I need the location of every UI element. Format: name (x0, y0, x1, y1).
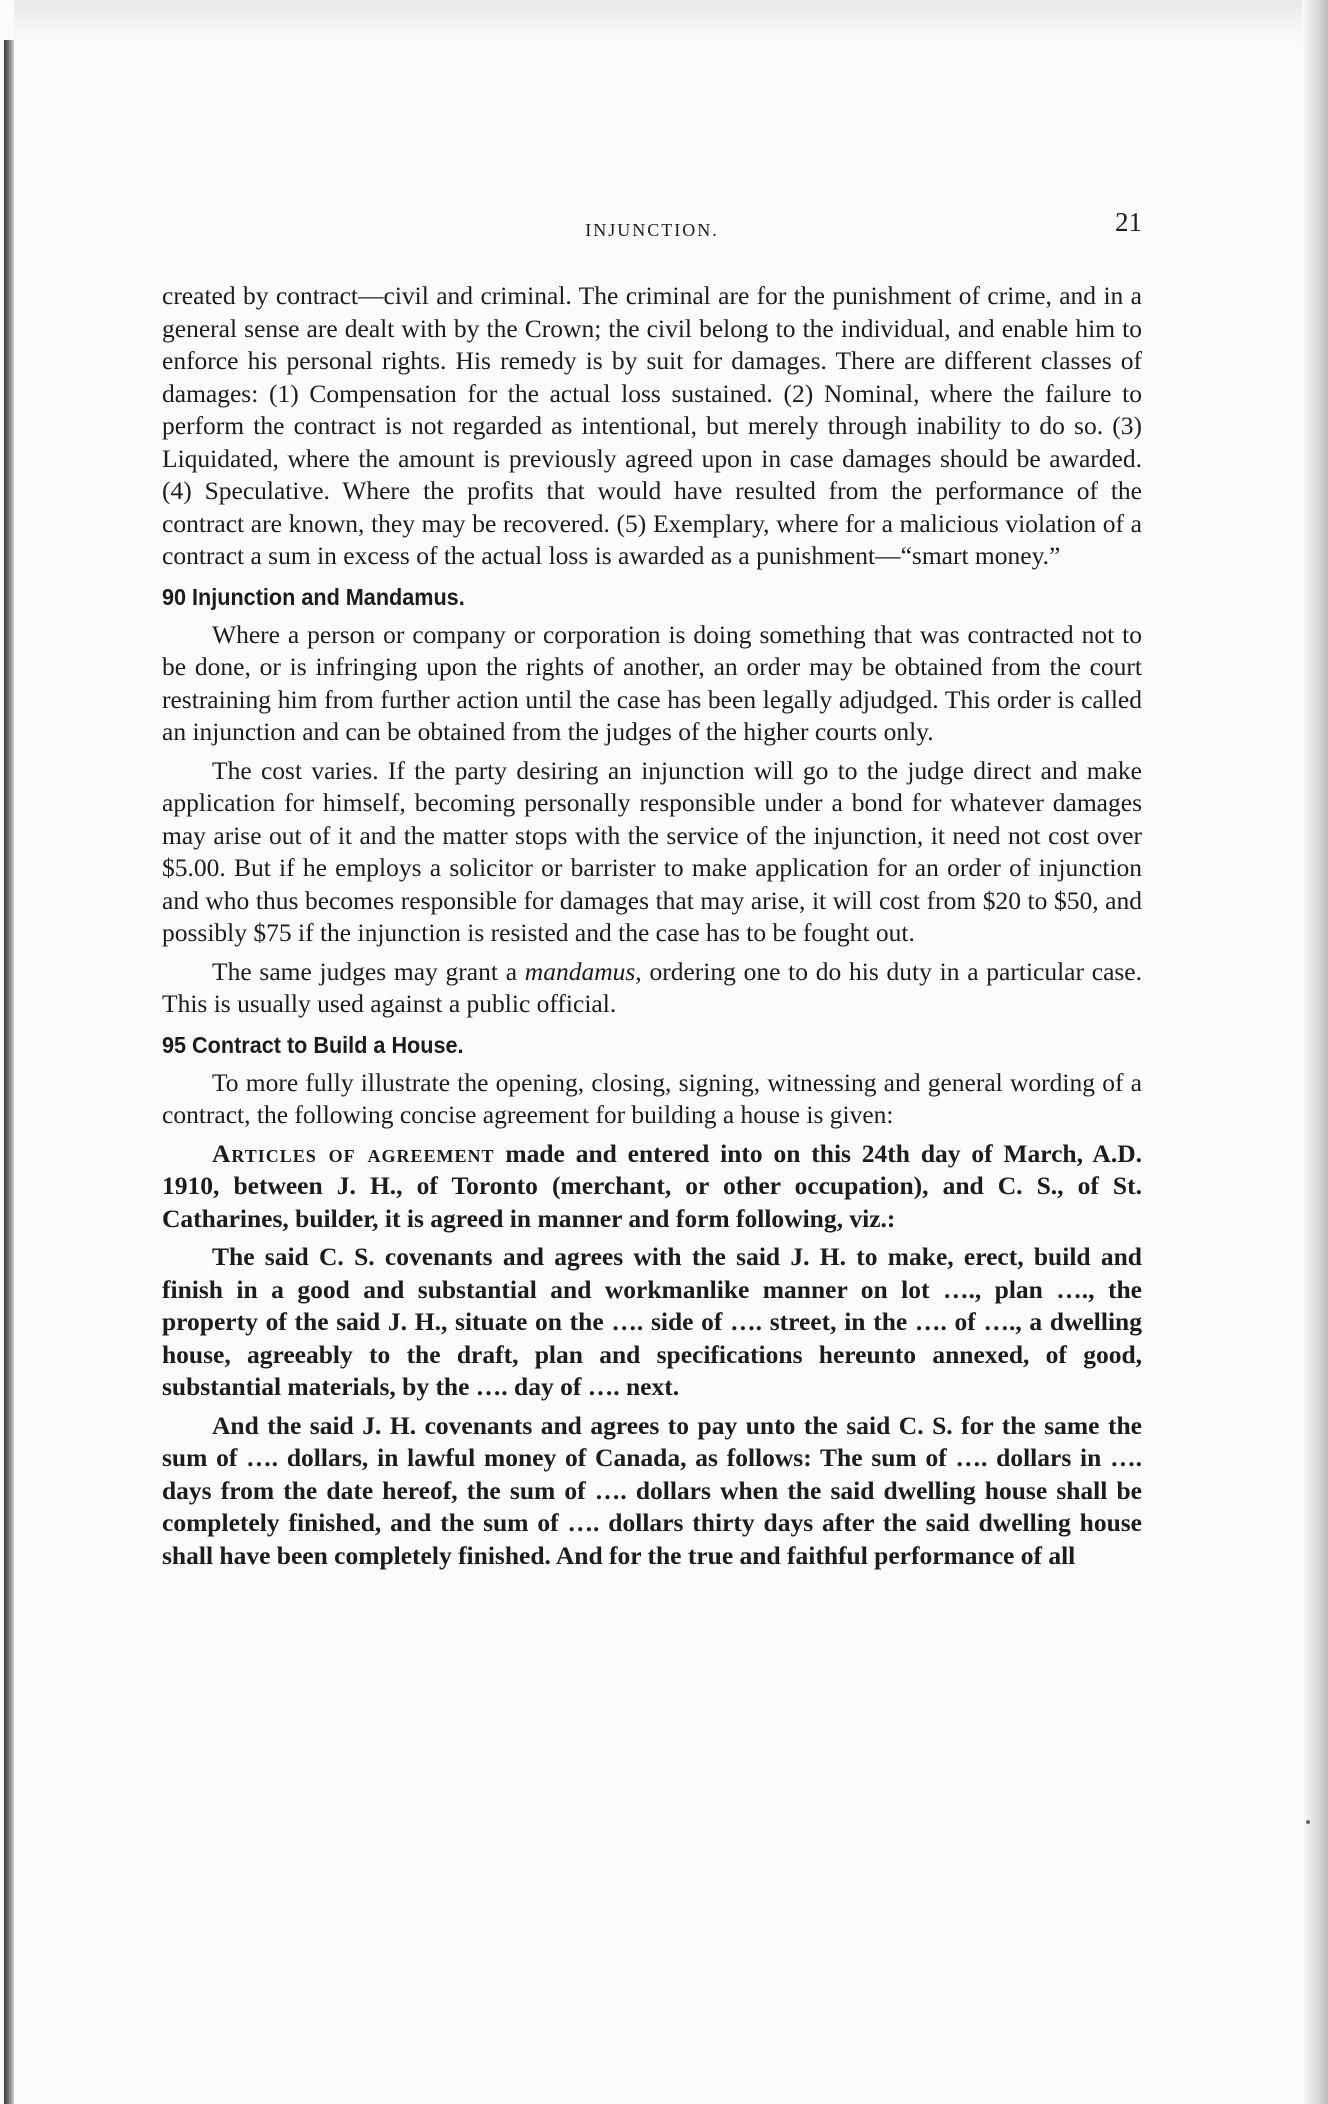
page-top-shadow (14, 0, 1304, 44)
section-95-paragraph-4: And the said J. H. covenants and agrees to pay unto the said C. S. for the same the sum of …. dollars, in lawful money of Canada, as follows: The sum of …. dollars in …. days from the date hereof, the sum of …. dollars when the said dwelling house shall be completely finished, and the sum of …. dollars thirty days after the said dwelling house shall have been completely finished. And for the true and faithful performance of all (162, 1410, 1142, 1570)
paragraph-text: made and entered into on this 24th day of March, A.D. 1910, between J. H., of Toronto (merchant, or other occupation), and C. S., of St. Catharines, builder, it is agreed in manner and form following, viz.: (162, 1138, 1142, 1233)
page-body (162, 280, 1142, 1572)
section-90-paragraph-1: Where a person or company or corporation is doing something that was contracted not to be done, or is infringing upon the rights of another, an order may be obtained from the court restraining him from further action until the case has been legally adjudged. This order is called an injunction and can be obtained from the judges of the higher courts only. (162, 619, 1142, 746)
page-number: 21 (1115, 207, 1142, 237)
running-title: INJUNCTION. (585, 220, 719, 240)
section-90-paragraph-3 (162, 956, 1142, 1021)
paragraph-text: The same judges may grant a (212, 956, 525, 986)
section-95-paragraph-2 (162, 1138, 1142, 1236)
section-90-paragraph-2: The cost varies. If the party desiring an injunction will go to the judge direct and make application for himself, becoming personally responsible under a bond for whatever damages may arise out of it and the matter stops with the service of the injunction, it need not cost over $5.00. But if he employs a solicitor or barrister to make application for an order of injunction and who thus becomes responsible for damages that may arise, it will cost from $20 to $50, and possibly $75 if the injunction is resisted and the case has to be fought out. (162, 755, 1142, 947)
running-header (162, 206, 1142, 254)
paragraph-text: ordering one to do his duty in a particular case. This is usually used against a public official. (162, 956, 1143, 1018)
book-page (162, 206, 1142, 1572)
mandamus-term: mandamus, (524, 956, 642, 986)
section-95-paragraph-1: To more fully illustrate the opening, closing, signing, witnessing and general wording of a contract, the following concise agreement for building a house is given: (162, 1067, 1142, 1129)
book-binding-edge (4, 40, 14, 2104)
dust-speck (1306, 1820, 1310, 1824)
section-90-heading: 90 Injunction and Mandamus. (162, 583, 465, 610)
intro-paragraph: created by contract—civil and criminal. The criminal are for the punishment of crime, and in a general sense are dealt with by the Crown; the civil belong to the individual, and enable him to enforce his personal rights. His remedy is by suit for damages. There are different classes of damages: (1) Compensation for the actual loss sustained. (2) Nominal, where the failure to perform the contract is not regarded as intentional, but merely through inability to do so. (3) Liquidated, where the amount is previously agreed upon in case damages should be awarded. (4) Speculative. Where the profits that would have resulted from the performance of the contract are known, they may be recovered. (5) Exemplary, where for a malicious violation of a contract a sum in excess of the actual loss is awarded as a punishment—“smart money.” (162, 281, 1142, 570)
page-right-edge (1302, 0, 1328, 2104)
articles-of-agreement-smallcaps: Articles of agreement (212, 1138, 495, 1168)
section-95-heading: 95 Contract to Build a House. (162, 1031, 464, 1058)
section-95-paragraph-3: The said C. S. covenants and agrees with the said J. H. to make, erect, build and finish in a good and substantial and workmanlike manner on lot …., plan …., the property of the said J. H., situate on the …. side of …. street, in the …. of …., a dwelling house, agreeably to the draft, plan and specifications hereunto annexed, of good, substantial materials, by the …. day of …. next. (162, 1242, 1142, 1401)
